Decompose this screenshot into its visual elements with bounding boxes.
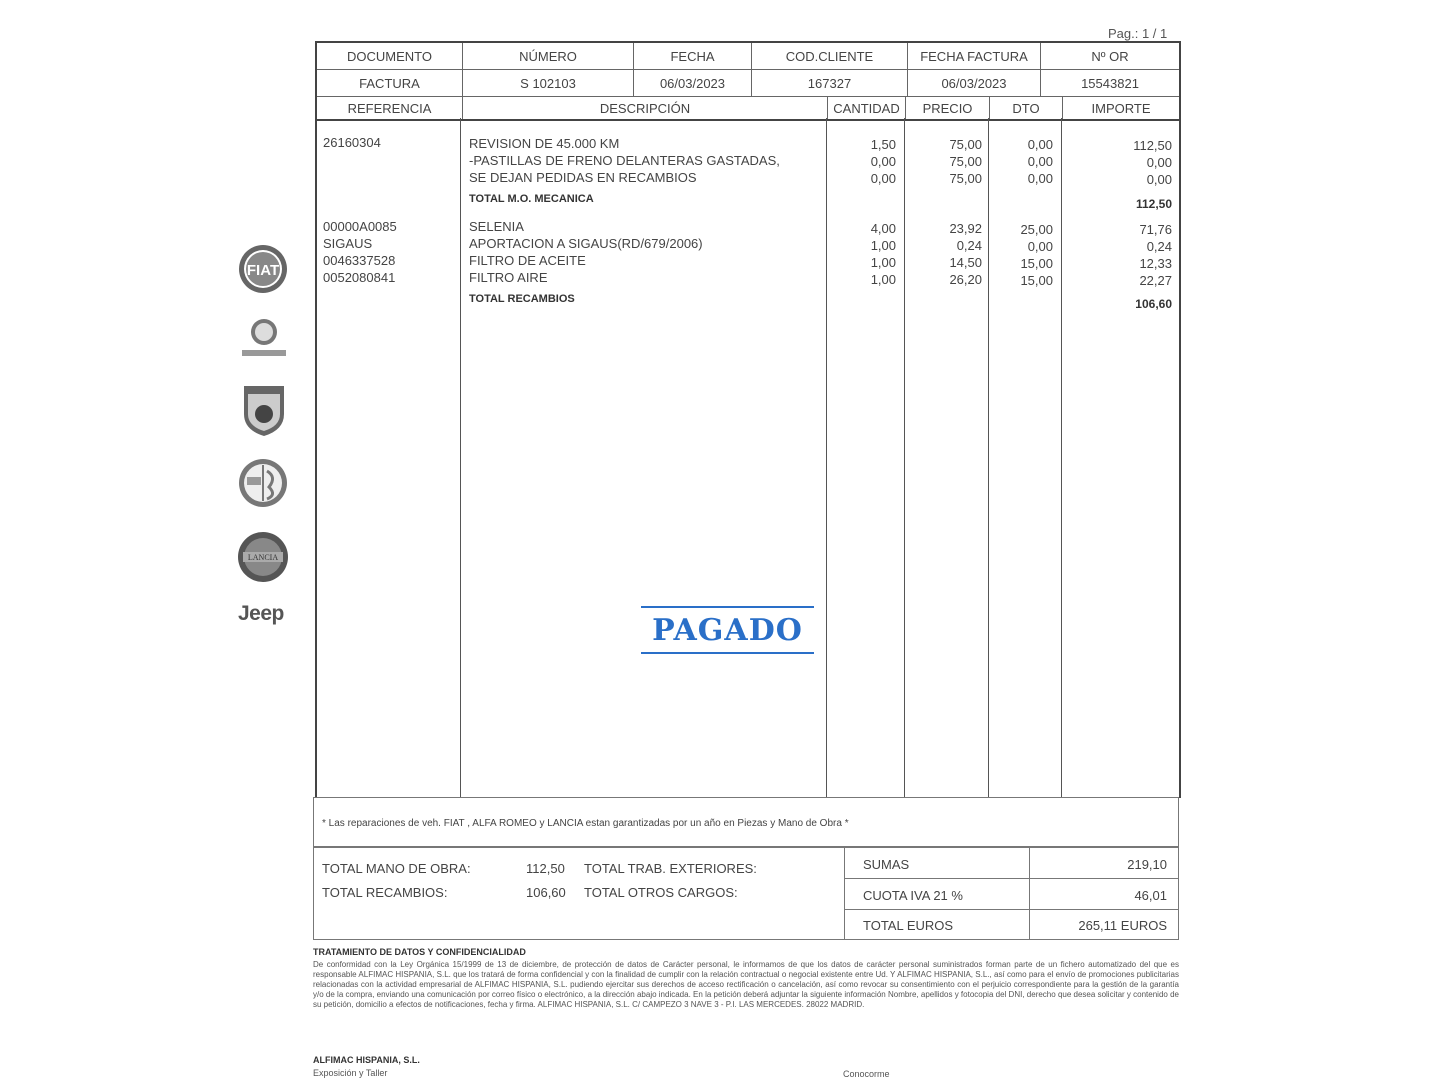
line-ref: 26160304 [323,135,381,150]
summary-box [844,848,1179,939]
vat-row [845,879,1179,910]
invoice-date-value: 06/03/2023 [908,70,1041,96]
line-desc: REVISION DE 45.000 KM [469,136,620,151]
line-qty: 1,50 [870,137,896,152]
line-desc: APORTACION A SIGAUS(RD/679/2006) [469,236,703,251]
warranty-note: * Las reparaciones de veh. FIAT , ALFA ROMEO y LANCIA estan garantizadas por un año en Piezas y Mano de Obra * [313,797,1179,847]
subtotal-parts-value: 106,60 [1135,297,1172,311]
alfa-romeo-logo [237,457,289,509]
line-dto: 0,00 [1027,239,1053,254]
line-desc: FILTRO DE ACEITE [469,253,586,268]
sum-row [845,848,1179,879]
page-number: Pag.: 1 / 1 [1108,26,1168,41]
line-price: 75,00 [949,154,982,169]
legal-title: TRATAMIENTO DE DATOS Y CONFIDENCIALIDAD [313,947,526,957]
sum-label: SUMAS [863,857,910,872]
col-quantity: CANTIDAD [828,97,906,119]
line-desc: SELENIA [469,219,524,234]
col-price: PRECIO [906,97,990,119]
date-label: FECHA [634,43,752,69]
line-price: 23,92 [949,221,982,236]
subtotal-labour-label: TOTAL M.O. MECANICA [469,193,594,205]
col-description: DESCRIPCIÓN [463,97,828,119]
company-name: ALFIMAC HISPANIA, S.L. [313,1055,420,1065]
date-value: 06/03/2023 [634,70,752,96]
number-value: S 102103 [463,70,634,96]
external-work-label: TOTAL TRAB. EXTERIORES: [584,861,757,876]
total-label: TOTAL EUROS [863,918,954,933]
number-label: NÚMERO [463,43,634,69]
line-amount: 12,33 [1139,256,1172,271]
client-code-label: COD.CLIENTE [752,43,908,69]
line-dto: 15,00 [1020,273,1053,288]
line-amount: 22,27 [1139,273,1172,288]
totals-block [313,847,1179,940]
client-code-value: 167327 [752,70,908,96]
doc-label: DOCUMENTO [317,43,463,69]
invoice-lines-area [315,118,1181,798]
or-number-value: 15543821 [1081,75,1139,91]
line-qty: 0,00 [870,154,896,169]
line-desc: FILTRO AIRE [469,270,548,285]
doc-value: FACTURA [317,70,463,96]
lancia-logo [237,530,289,584]
line-qty: 0,00 [870,171,896,186]
conforme-label: Conocorme [843,1069,890,1079]
total-row [845,909,1179,939]
line-dto: 25,00 [1020,222,1053,237]
other-charges-label: TOTAL OTROS CARGOS: [584,885,738,900]
line-price: 75,00 [949,171,982,186]
invoice-date-label: FECHA FACTURA [908,43,1041,69]
line-desc: SE DEJAN PEDIDAS EN RECAMBIOS [469,170,697,185]
line-ref: SIGAUS [323,236,373,251]
line-qty: 1,00 [870,272,896,287]
subtotal-labour-value: 112,50 [1135,197,1172,211]
total-value: 265,11 EUROS [1078,918,1167,933]
line-price: 75,00 [949,137,982,152]
line-ref: 0052080841 [323,270,396,285]
sum-value: 219,10 [1127,857,1167,872]
line-price: 14,50 [949,255,982,270]
vat-label: CUOTA IVA 21 % [863,888,963,903]
svg-text:FIAT: FIAT [246,262,280,279]
labour-total-value: 112,50 [526,861,565,876]
subtotal-parts-label: TOTAL RECAMBIOS [469,293,575,305]
jeep-logo: Jeep [238,602,284,625]
paid-stamp: PAGADO [641,606,814,654]
parts-total-label: TOTAL RECAMBIOS: [322,885,448,900]
or-number-label: Nº OR [1091,48,1129,64]
company-subtitle: Exposición y Taller [313,1068,388,1078]
col-amount: IMPORTE [1091,100,1151,116]
parts-total-value: 106,60 [526,885,566,900]
fiat-logo [237,243,289,295]
fiat-professional-logo [239,317,289,361]
line-dto: 0,00 [1027,171,1053,186]
line-dto: 0,00 [1027,154,1053,169]
line-qty: 1,00 [870,255,896,270]
labour-total-label: TOTAL MANO DE OBRA: [322,861,471,876]
line-price: 26,20 [949,272,982,287]
line-desc: -PASTILLAS DE FRENO DELANTERAS GASTADAS, [469,153,780,168]
col-reference: REFERENCIA [317,97,463,119]
legal-text: De conformidad con la Ley Orgánica 15/1999 de 13 de diciembre, de protección de datos de Carácter personal, le informamos de que los datos de carácter personal suministrados forman parte de un fichero automatizado del que es responsable ALFIMAC HISPANIA, S.L. que los tratará de forma confidencial y con la finalidad de cumplir con la relación contractual o negocial existente entre Ud. Y ALFIMAC HISPANIA, S.L., así como para el envío de promociones publicitarias relacionadas con la actividad empresarial de ALFIMAC HISPANIA, S.L. pudiendo ejercitar sus derechos de acceso rectificación o cancelación, así como revocar su consentimiento con el perjuicio correspondiente para la gestión de la garantía y/o de la compra, enviando una comunicación por correo físico o electrónico, a la dirección abajo indicada. En la petición deberá adjuntar la siguiente información Nombre, apellidos y fotocopia del DNI, derecho que desea solicitar y contenido de su petición, domicilio a efectos de notificaciones, fecha y firma. ALFIMAC HISPANIA, S.L. C/ CAMPEZO 3 NAVE 3 - P.I. LAS MERCEDES. 28022 MADRID. [313,960,1179,1009]
line-ref: 0046337528 [323,253,396,268]
line-price: 0,24 [956,238,982,253]
invoice-header-table [315,41,1181,121]
col-discount: DTO [990,97,1063,119]
line-dto: 15,00 [1020,256,1053,271]
line-amount: 0,00 [1146,172,1172,187]
line-amount: 71,76 [1139,222,1172,237]
line-amount: 112,50 [1133,138,1172,153]
line-amount: 0,24 [1146,239,1172,254]
line-qty: 1,00 [870,238,896,253]
line-amount: 0,00 [1146,155,1172,170]
line-qty: 4,00 [870,221,896,236]
svg-text:LANCIA: LANCIA [247,553,279,562]
line-ref: 00000A0085 [323,219,397,234]
vat-value: 46,01 [1134,888,1167,903]
abarth-logo [238,380,290,438]
line-dto: 0,00 [1027,137,1053,152]
